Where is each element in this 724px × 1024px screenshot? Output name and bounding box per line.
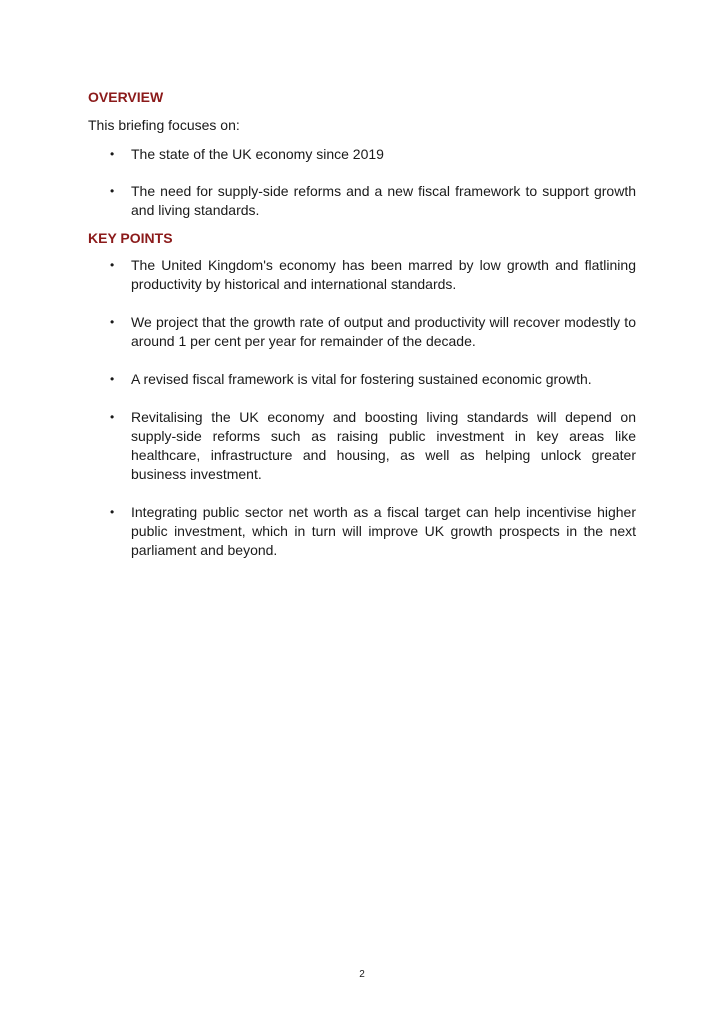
- overview-intro: This briefing focuses on:: [88, 117, 240, 133]
- bullet-icon: •: [110, 184, 115, 198]
- bullet-icon: •: [110, 505, 115, 519]
- bullet-icon: •: [110, 258, 115, 272]
- bullet-text: A revised fiscal framework is vital for fostering sustained economic growth.: [131, 371, 592, 387]
- bullet-icon: •: [110, 410, 115, 424]
- bullet-icon: •: [110, 372, 115, 386]
- list-item: [88, 408, 636, 484]
- bullet-text: The state of the UK economy since 2019: [131, 146, 384, 162]
- list-item: [88, 370, 636, 389]
- bullet-text: The need for supply-side reforms and a new fiscal framework to support growth and living standards.: [131, 183, 636, 218]
- list-item: [88, 145, 636, 164]
- bullet-icon: •: [110, 315, 115, 329]
- bullet-text: Revitalising the UK economy and boosting living standards will depend on supply-side reforms such as raising public investment in key areas like healthcare, infrastructure and housing, as well as helping unlock greater business investment.: [131, 409, 636, 482]
- bullet-text: We project that the growth rate of output and productivity will recover modestly to around 1 per cent per year for remainder of the decade.: [131, 314, 636, 349]
- page-number: 2: [359, 969, 365, 980]
- bullet-text: The United Kingdom's economy has been marred by low growth and flatlining productivity by historical and international standards.: [131, 257, 636, 292]
- key-points-bullet-list: [88, 256, 636, 560]
- key-points-heading: KEY POINTS: [88, 230, 173, 246]
- overview-heading: OVERVIEW: [88, 89, 164, 105]
- list-item: [88, 182, 636, 220]
- bullet-icon: •: [110, 147, 115, 161]
- document-page: [88, 88, 636, 560]
- overview-bullet-list: [88, 145, 636, 220]
- bullet-text: Integrating public sector net worth as a fiscal target can help incentivise higher public investment, which in turn will improve UK growth prospects in the next parliament and beyond.: [131, 504, 636, 558]
- list-item: [88, 313, 636, 351]
- list-item: [88, 256, 636, 294]
- list-item: [88, 503, 636, 560]
